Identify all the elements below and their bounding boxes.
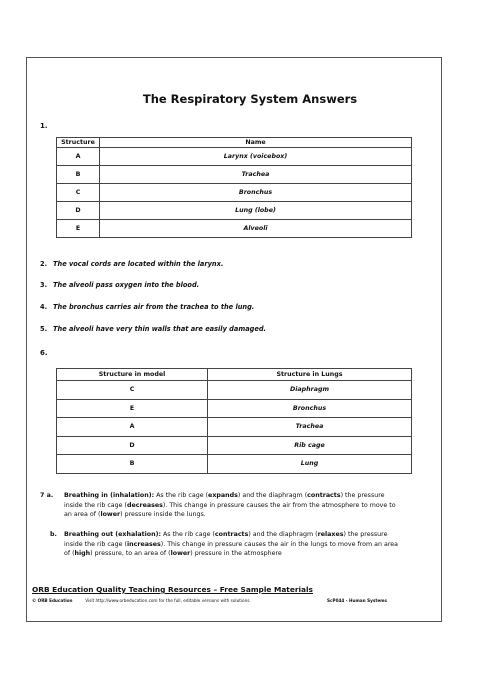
column-header-structure: Structure <box>57 138 100 148</box>
answer-keyword: decreases <box>126 501 163 509</box>
model-letter: B <box>57 455 208 474</box>
answer-text: ) pressure inside the lungs. <box>120 511 206 518</box>
answer-7b <box>50 530 404 559</box>
question-1-number: 1. <box>40 122 48 130</box>
structure-name: Bronchus <box>100 184 412 202</box>
footer-code: ScP044 - Human Systems <box>327 598 388 603</box>
footer-title: ORB Education Quality Teaching Resources – Free Sample Materials <box>32 585 313 594</box>
structure-name-table <box>56 137 412 238</box>
lung-structure: Rib cage <box>208 436 412 455</box>
lung-structure: Lung <box>208 455 412 474</box>
structure-letter: A <box>57 148 100 166</box>
answer-keyword: relaxes <box>317 531 344 538</box>
table-row <box>57 184 412 202</box>
table-row <box>57 436 412 455</box>
table-row <box>57 381 412 400</box>
structure-name: Larynx (voicebox) <box>100 148 412 166</box>
lung-structure: Trachea <box>208 418 412 437</box>
answer-keyword: expands <box>208 492 238 499</box>
statement-4 <box>40 303 254 311</box>
answer-keyword: contracts <box>307 492 341 499</box>
statement-5 <box>40 325 266 333</box>
table-row <box>57 220 412 238</box>
page-title: The Respiratory System Answers <box>142 92 358 106</box>
answer-text: As the rib cage ( <box>161 531 215 538</box>
table-row <box>57 148 412 166</box>
answer-text: ) and the diaphragm ( <box>237 492 308 499</box>
structure-name: Alveoli <box>100 220 412 238</box>
footer-copyright: © ORB Education <box>32 598 73 603</box>
question-6-number: 6. <box>40 349 48 357</box>
table-row <box>57 202 412 220</box>
column-header-model: Structure in model <box>57 369 208 381</box>
lung-structure: Diaphragm <box>208 381 412 400</box>
model-letter: C <box>57 381 208 400</box>
table-row <box>57 455 412 474</box>
table-header-row <box>57 138 412 148</box>
statement-3 <box>40 281 199 289</box>
answer-keyword: lower <box>170 550 191 557</box>
statement-text: The vocal cords are located within the larynx. <box>53 260 224 268</box>
statement-number: 2. <box>40 260 48 268</box>
column-header-name: Name <box>100 138 412 148</box>
model-letter: E <box>57 399 208 418</box>
statement-2 <box>40 260 223 268</box>
statement-number: 3. <box>40 281 48 289</box>
structure-letter: B <box>57 166 100 184</box>
statement-text: The bronchus carries air from the trachea to the lung. <box>53 303 255 311</box>
answer-keyword: increases <box>126 540 161 548</box>
answer-text: ) the pressure inside the rib cage ( <box>64 492 385 509</box>
lung-structure: Bronchus <box>208 399 412 418</box>
structure-name: Lung (lobe) <box>100 202 412 220</box>
structure-letter: E <box>57 220 100 238</box>
answer-keyword: high <box>74 550 91 557</box>
footer-visit-text: Visit http://www.orbeducation.com for the full, editable versions with solutions. <box>85 598 251 603</box>
footer-info <box>32 598 251 603</box>
answer-text: ) the pressure inside the rib cage ( <box>64 531 388 548</box>
answer-text: ) and the diaphragm ( <box>248 531 318 538</box>
answer-text: As the rib cage ( <box>154 492 209 499</box>
structure-letter: D <box>57 202 100 220</box>
answer-keyword: contracts <box>214 531 249 538</box>
structure-name: Trachea <box>100 166 412 184</box>
answer-7a <box>40 491 404 520</box>
model-letter: D <box>57 436 208 455</box>
table-row <box>57 166 412 184</box>
answer-text: ). This change in pressure causes the air from the atmosphere to move to an area of ( <box>64 501 396 518</box>
answer-label: 7 a. <box>40 492 54 499</box>
table-row <box>57 418 412 437</box>
answer-label: b. <box>50 531 57 538</box>
statement-text: The alveoli pass oxygen into the blood. <box>53 281 200 289</box>
statement-text: The alveoli have very thin walls that are easily damaged. <box>53 325 267 333</box>
structure-letter: C <box>57 184 100 202</box>
table-header-row <box>57 369 412 381</box>
statement-number: 4. <box>40 303 48 311</box>
answer-text: ). This change in pressure causes the air in the lungs to move from an area of ( <box>64 540 399 557</box>
answer-keyword: lower <box>100 511 121 518</box>
answer-heading: Breathing out (exhalation): <box>64 531 161 538</box>
column-header-lungs: Structure in Lungs <box>208 369 412 381</box>
answer-text: ) pressure, to an area of ( <box>90 550 171 557</box>
answer-heading: Breathing in (inhalation): <box>64 492 155 499</box>
model-letter: A <box>57 418 208 437</box>
table-row <box>57 399 412 418</box>
model-lungs-table <box>56 368 412 474</box>
statement-number: 5. <box>40 325 48 333</box>
answer-text: ) pressure in the atmosphere <box>190 550 282 557</box>
